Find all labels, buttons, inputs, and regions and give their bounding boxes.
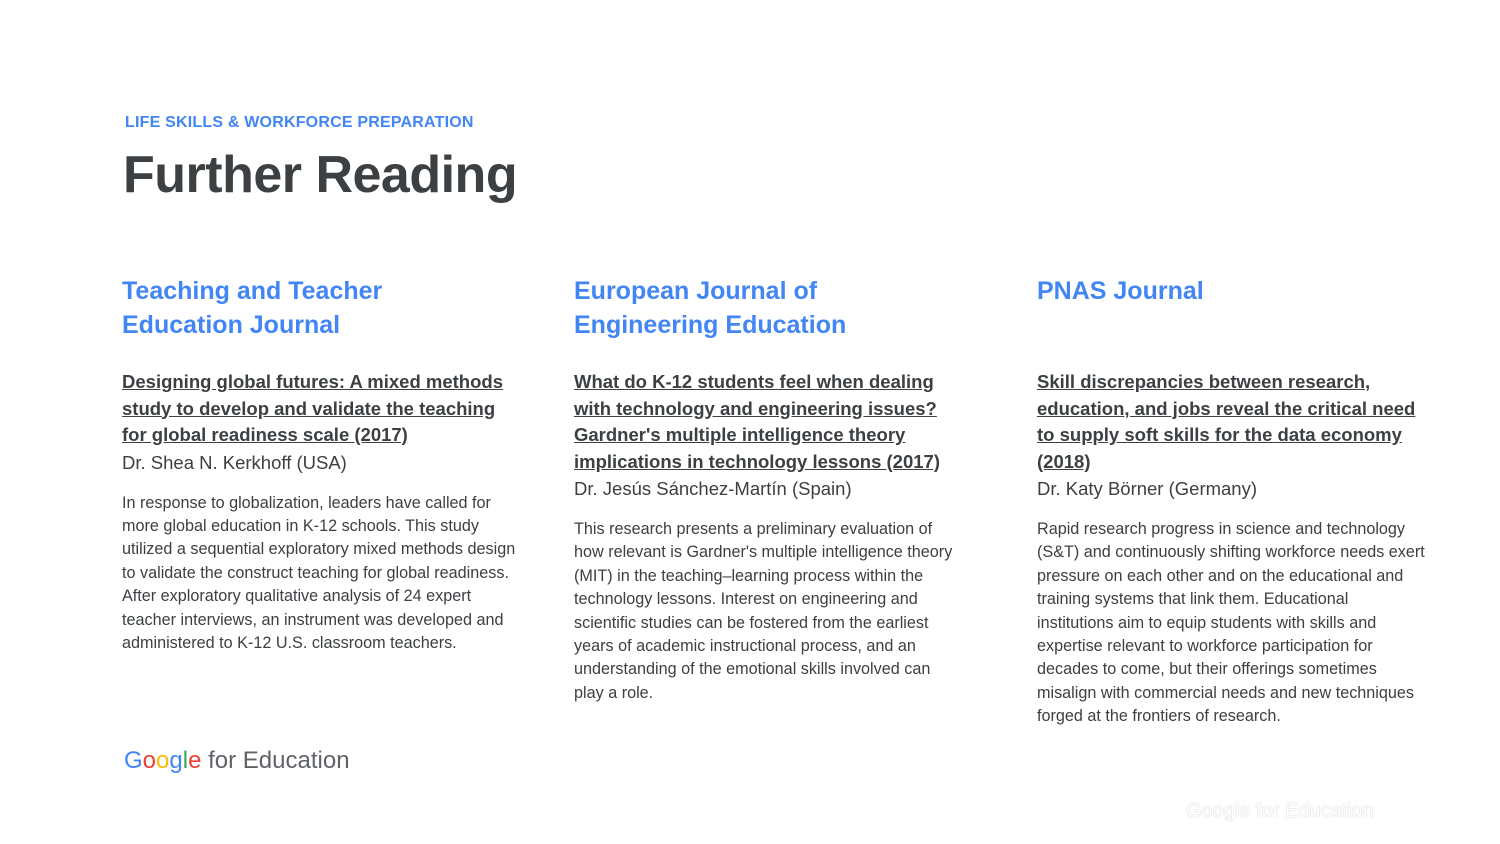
journal-name: Teaching and Teacher Education Journal [122, 277, 383, 339]
watermark-logo: Google for Education [1186, 800, 1374, 822]
section-eyebrow: LIFE SKILLS & WORKFORCE PREPARATION [125, 114, 474, 131]
journal-name: European Journal of Engineering Education [574, 277, 847, 339]
article-author: Dr. Jesús Sánchez-Martín (Spain) [574, 478, 852, 499]
page-title: Further Reading [123, 146, 518, 204]
google-for-education-logo: Google for Education [124, 747, 350, 774]
article-link[interactable]: Skill discrepancies between research, education, and jobs reveal the critical need to supply soft skills for the data economy (2018) [1037, 371, 1416, 472]
article-abstract: This research presents a preliminary evaluation of how relevant is Gardner's multiple intelligence theory (MIT) in the teaching–learning process within the technology lessons. Interest on engineering and scientific studies can be fostered from the earliest years of academic instructional process, and an understanding of the emotional skills involved can play a role. [574, 520, 953, 702]
reading-card-1 [122, 274, 517, 655]
article-abstract: In response to globalization, leaders have called for more global education in K-12 schools. This study utilized a sequential exploratory mixed methods design to validate the construct teaching for global readiness. After exploratory qualitative analysis of 24 expert teacher interviews, an instrument was developed and administered to K-12 U.S. classroom teachers. [122, 493, 516, 652]
article-abstract: Rapid research progress in science and technology (S&T) and continuously shifting workforce needs exert pressure on each other and on the educational and training systems that link them. Educational institutions aim to equip students with skills and expertise relevant to workforce participation for decades to come, but their offerings sometimes misalign with commercial needs and new techniques forged at the frontiers of research. [1037, 520, 1425, 726]
reading-card-2 [574, 274, 954, 705]
article-link[interactable]: What do K-12 students feel when dealing with technology and engineering issues? Gardner's multiple intelligence theory implications in technology lessons (2017) [574, 371, 940, 472]
journal-name: PNAS Journal [1037, 277, 1204, 305]
article-link[interactable]: Designing global futures: A mixed methods study to develop and validate the teaching for global readiness scale (2017) [122, 371, 503, 445]
article-author: Dr. Shea N. Kerkhoff (USA) [122, 451, 347, 473]
reading-card-3 [1037, 274, 1427, 729]
article-author: Dr. Katy Börner (Germany) [1037, 478, 1258, 499]
